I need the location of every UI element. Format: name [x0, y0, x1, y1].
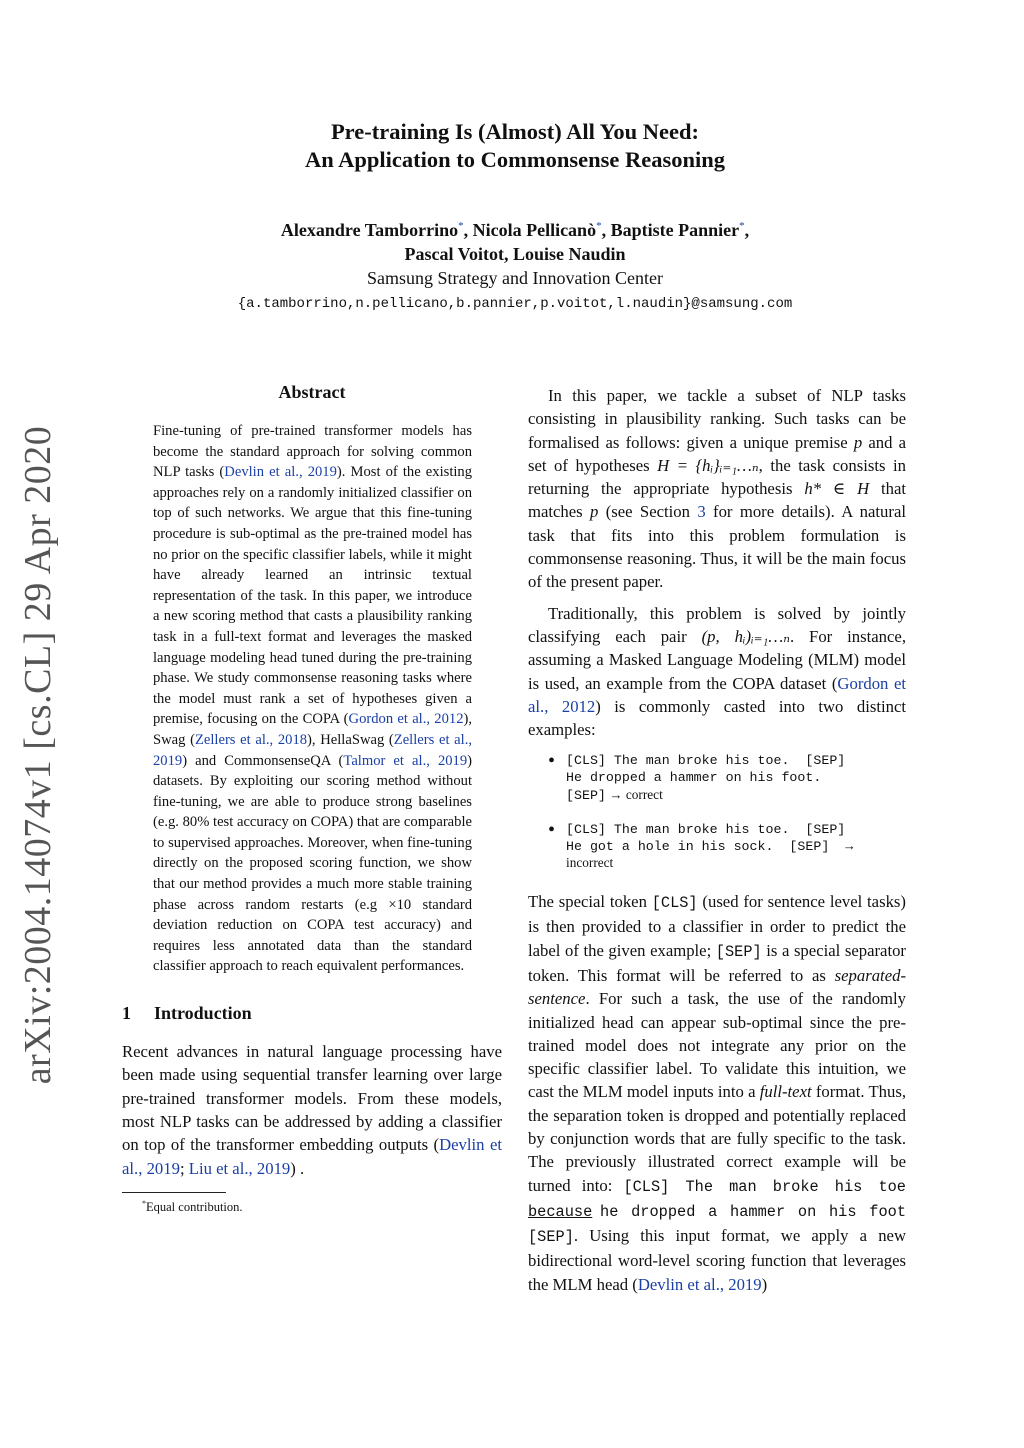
list-item: • [CLS] The man broke his toe. [SEP] He dropped a hammer on his foot. [SEP] → correct: [528, 753, 906, 804]
author-line-2: Pascal Voitot, Louise Naudin: [404, 244, 626, 264]
right-column: [528, 384, 906, 1296]
author-emails: {a.tamborrino,n.pellicano,b.pannier,p.voitot,l.naudin}@samsung.com: [237, 296, 793, 312]
introduction-paragraph: Recent advances in natural language processing have been made using sequential transfer learning over large pre-trained transformer models. From these models, most NLP tasks can be addressed by adding a classifier on top of the transformer embedding outputs (Devlin et al., 2019; Liu et al., 2019) .: [122, 1042, 502, 1178]
section-ref-link[interactable]: 3: [697, 502, 706, 522]
paragraph-special-token: The special token [CLS] (used for sentence level tasks) is then provided to a classifier in order to predict the label of the given example; [SEP] is a special separator token. This format will be referred to as separated-sentence. For such a task, the use of the randomly initialized head can appear sub-optimal since the pre-trained model does not integrate any prior on the specific classifier label. To validate this intuition, we cast the MLM model inputs into a full-text format. Thus, the separation token is dropped and potentially replaced by conjunction words that are fully specific to the task. The previously illustrated correct example will be turned into: [CLS] The man broke his toe because he dropped a hammer on his foot [SEP]. Using this input format, we apply a new bidirectional word-level scoring function that leverages the MLM head (Devlin et al., 2019): [528, 892, 906, 1294]
paragraph-traditional-approach: Traditionally, this problem is solved by jointly classifying each pair (p, hᵢ)ᵢ₌₁…ₙ. For instance, assuming a Masked Language Modeling (MLM) model is used, an example from the COPA dataset (Gordon et al., 2012) is commonly casted into two distinct examples:: [528, 603, 907, 740]
citation-link[interactable]: Talmor et al., 2019: [343, 752, 468, 769]
list-item: • [CLS] The man broke his toe. [SEP] He got a hole in his sock. [SEP] → incorrect: [528, 822, 906, 872]
abstract-body: Fine-tuning of pre-trained transformer models has become the standard approach for solving common NLP tasks (Devlin et al., 2019). Most of the existing approaches rely on a randomly initialized classifier on top of such networks. We argue that this fine-tuning procedure is sub-optimal as the pre-trained model has no prior on the specific classifier labels, while it might have already learned an intrinsic textual representation of the task. In this paper, we introduce a new scoring method that casts a plausibility ranking task in a full-text format and leverages the masked language modeling head tuned during the pre-training phase. We study commonsense reasoning tasks where the model must rank a set of hypotheses given a premise, focusing on the COPA (Gordon et al., 2012), Swag (Zellers et al., 2018), HellaSwag (Zellers et al., 2019) and CommonsenseQA (Talmor et al., 2019) datasets. By exploiting our scoring method without fine-tuning, we are able to produce strong baselines (e.g. 80% test accuracy on COPA) that are comparable to supervised approaches. Moreover, when fine-tuning directly on the proposed scoring function, we show that our method provides a much more stable training phase across random restarts (e.g ×10 standard deviation reduction on COPA test accuracy) and requires less annotated data than the standard classifier approach to reach equivalent performances.: [153, 423, 473, 975]
title-line-1: Pre-training Is (Almost) All You Need:: [330, 119, 700, 144]
citation-link[interactable]: Zellers et al., 2018: [194, 731, 308, 748]
left-column: [122, 382, 502, 1215]
citation-link[interactable]: Gordon et al., 2012: [528, 673, 907, 716]
math-pair: (p, hᵢ)ᵢ₌₁…ₙ: [701, 626, 790, 646]
affiliation: Samsung Strategy and Innovation Center: [367, 268, 663, 288]
abstract-heading: Abstract: [278, 382, 346, 402]
paper-title: [150, 118, 880, 174]
citation-link[interactable]: Zellers et al., 2019: [153, 731, 472, 769]
footnote-rule: [122, 1192, 226, 1193]
section-heading-introduction: 1 Introduction: [122, 1003, 252, 1024]
citation-link[interactable]: Devlin et al., 2019: [637, 1274, 762, 1294]
footnote: *Equal contribution.: [142, 1198, 243, 1214]
paragraph-task-definition: In this paper, we tackle a subset of NLP tasks consisting in plausibility ranking. Such tasks can be formalised as follows: given a unique premise p and a set of hypotheses H = {hᵢ}ᵢ₌₁…ₙ, the task consists in returning the appropriate hypothesis h* ∈ H that matches p (see Section 3 for more details). A natural task that fits into this problem formulation is commonsense reasoning. Thus, it will be the main focus of the present paper.: [528, 386, 906, 592]
citation-link[interactable]: Gordon et al., 2012: [348, 711, 464, 728]
citation-link[interactable]: Devlin et al., 2019: [122, 1135, 502, 1178]
citation-link[interactable]: Liu et al., 2019: [188, 1158, 291, 1178]
citation-link[interactable]: Devlin et al., 2019: [224, 464, 337, 481]
arxiv-identifier: arXiv:2004.14074v1 [cs.CL] 29 Apr 2020: [17, 425, 59, 1085]
author-block: [150, 214, 880, 316]
math-hstar: h* ∈ H: [804, 479, 870, 499]
title-line-2: An Application to Commonsense Reasoning: [304, 147, 726, 172]
example-list: [528, 753, 906, 872]
author-line-1: Alexandre Tamborrino*, Nicola Pellicanò*, Baptiste Pannier*,: [280, 220, 750, 240]
math-hypotheses-set: H = {hᵢ}ᵢ₌₁…ₙ: [657, 455, 759, 475]
